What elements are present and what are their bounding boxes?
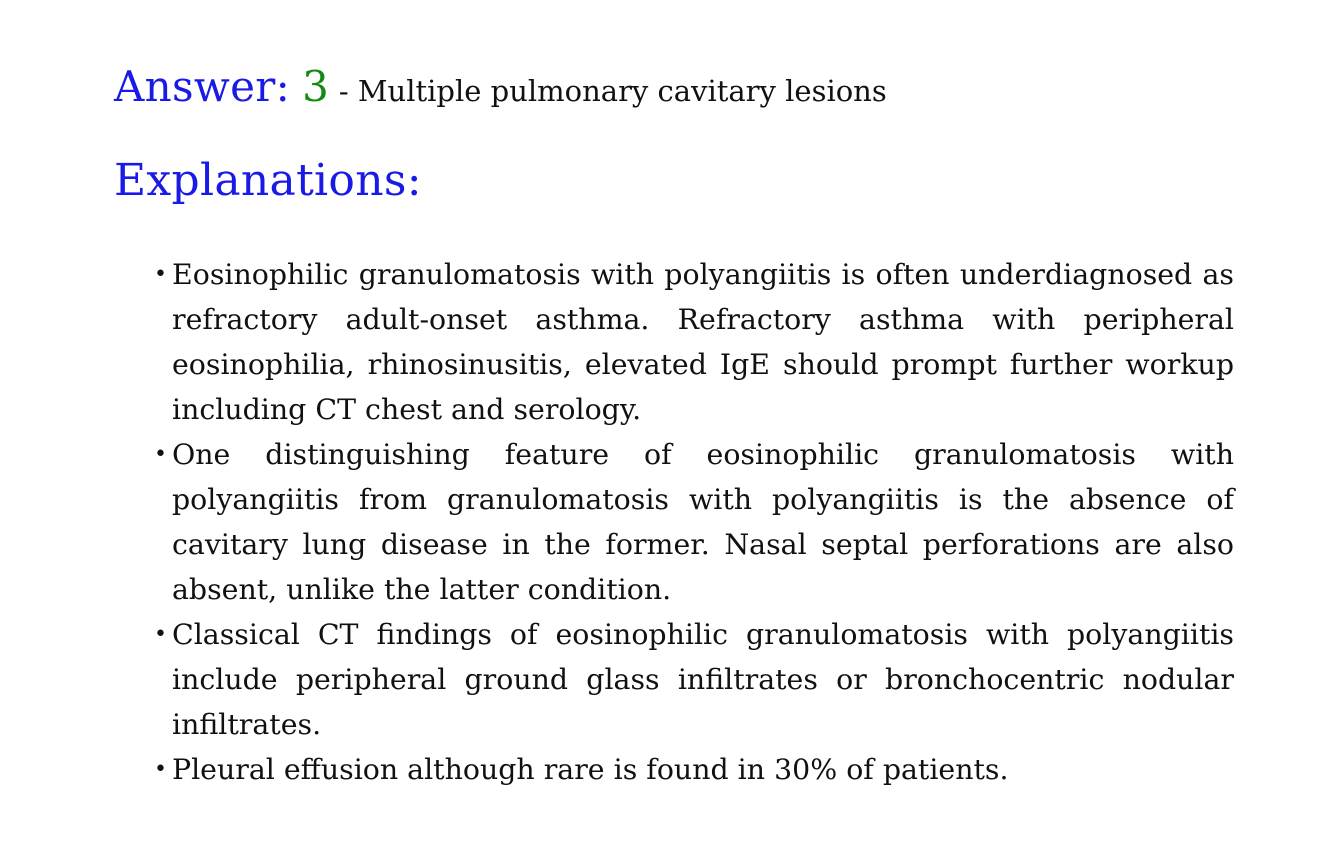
bullet-icon: • [154, 262, 167, 287]
bullet-icon: • [154, 622, 167, 647]
explanation-item [154, 432, 1234, 612]
bullet-icon: • [154, 757, 167, 782]
explanations-title: Explanations: [114, 155, 422, 206]
answer-value: 3 [302, 62, 329, 111]
explanations-list [114, 252, 1254, 792]
answer-line [114, 62, 1254, 111]
explanation-text: Classical CT findings of eosinophilic granulomatosis with polyangiitis include peripheral ground glass infiltrates or bronchocentric nodular infiltrates. [172, 618, 1234, 741]
answer-text: - Multiple pulmonary cavitary lesions [338, 74, 887, 108]
explanation-text: Eosinophilic granulomatosis with polyangiitis is often underdiagnosed as refractory adult-onset asthma. Refractory asthma with peripheral eosinophilia, rhinosinusitis, elevated IgE should prompt further workup including CT chest and serology. [172, 258, 1234, 426]
answer-label: Answer: [114, 62, 291, 111]
explanation-item [154, 252, 1234, 432]
explanation-text: One distinguishing feature of eosinophilic granulomatosis with polyangiitis from granulomatosis with polyangiitis is the absence of cavitary lung disease in the former. Nasal septal perforations are also absent, unlike the latter condition. [172, 438, 1234, 606]
answer-explanation-page [114, 62, 1254, 792]
bullet-icon: • [154, 442, 167, 467]
explanation-text: Pleural effusion although rare is found in 30% of patients. [172, 753, 1009, 786]
explanation-item [154, 747, 1234, 792]
explanation-item [154, 612, 1234, 747]
